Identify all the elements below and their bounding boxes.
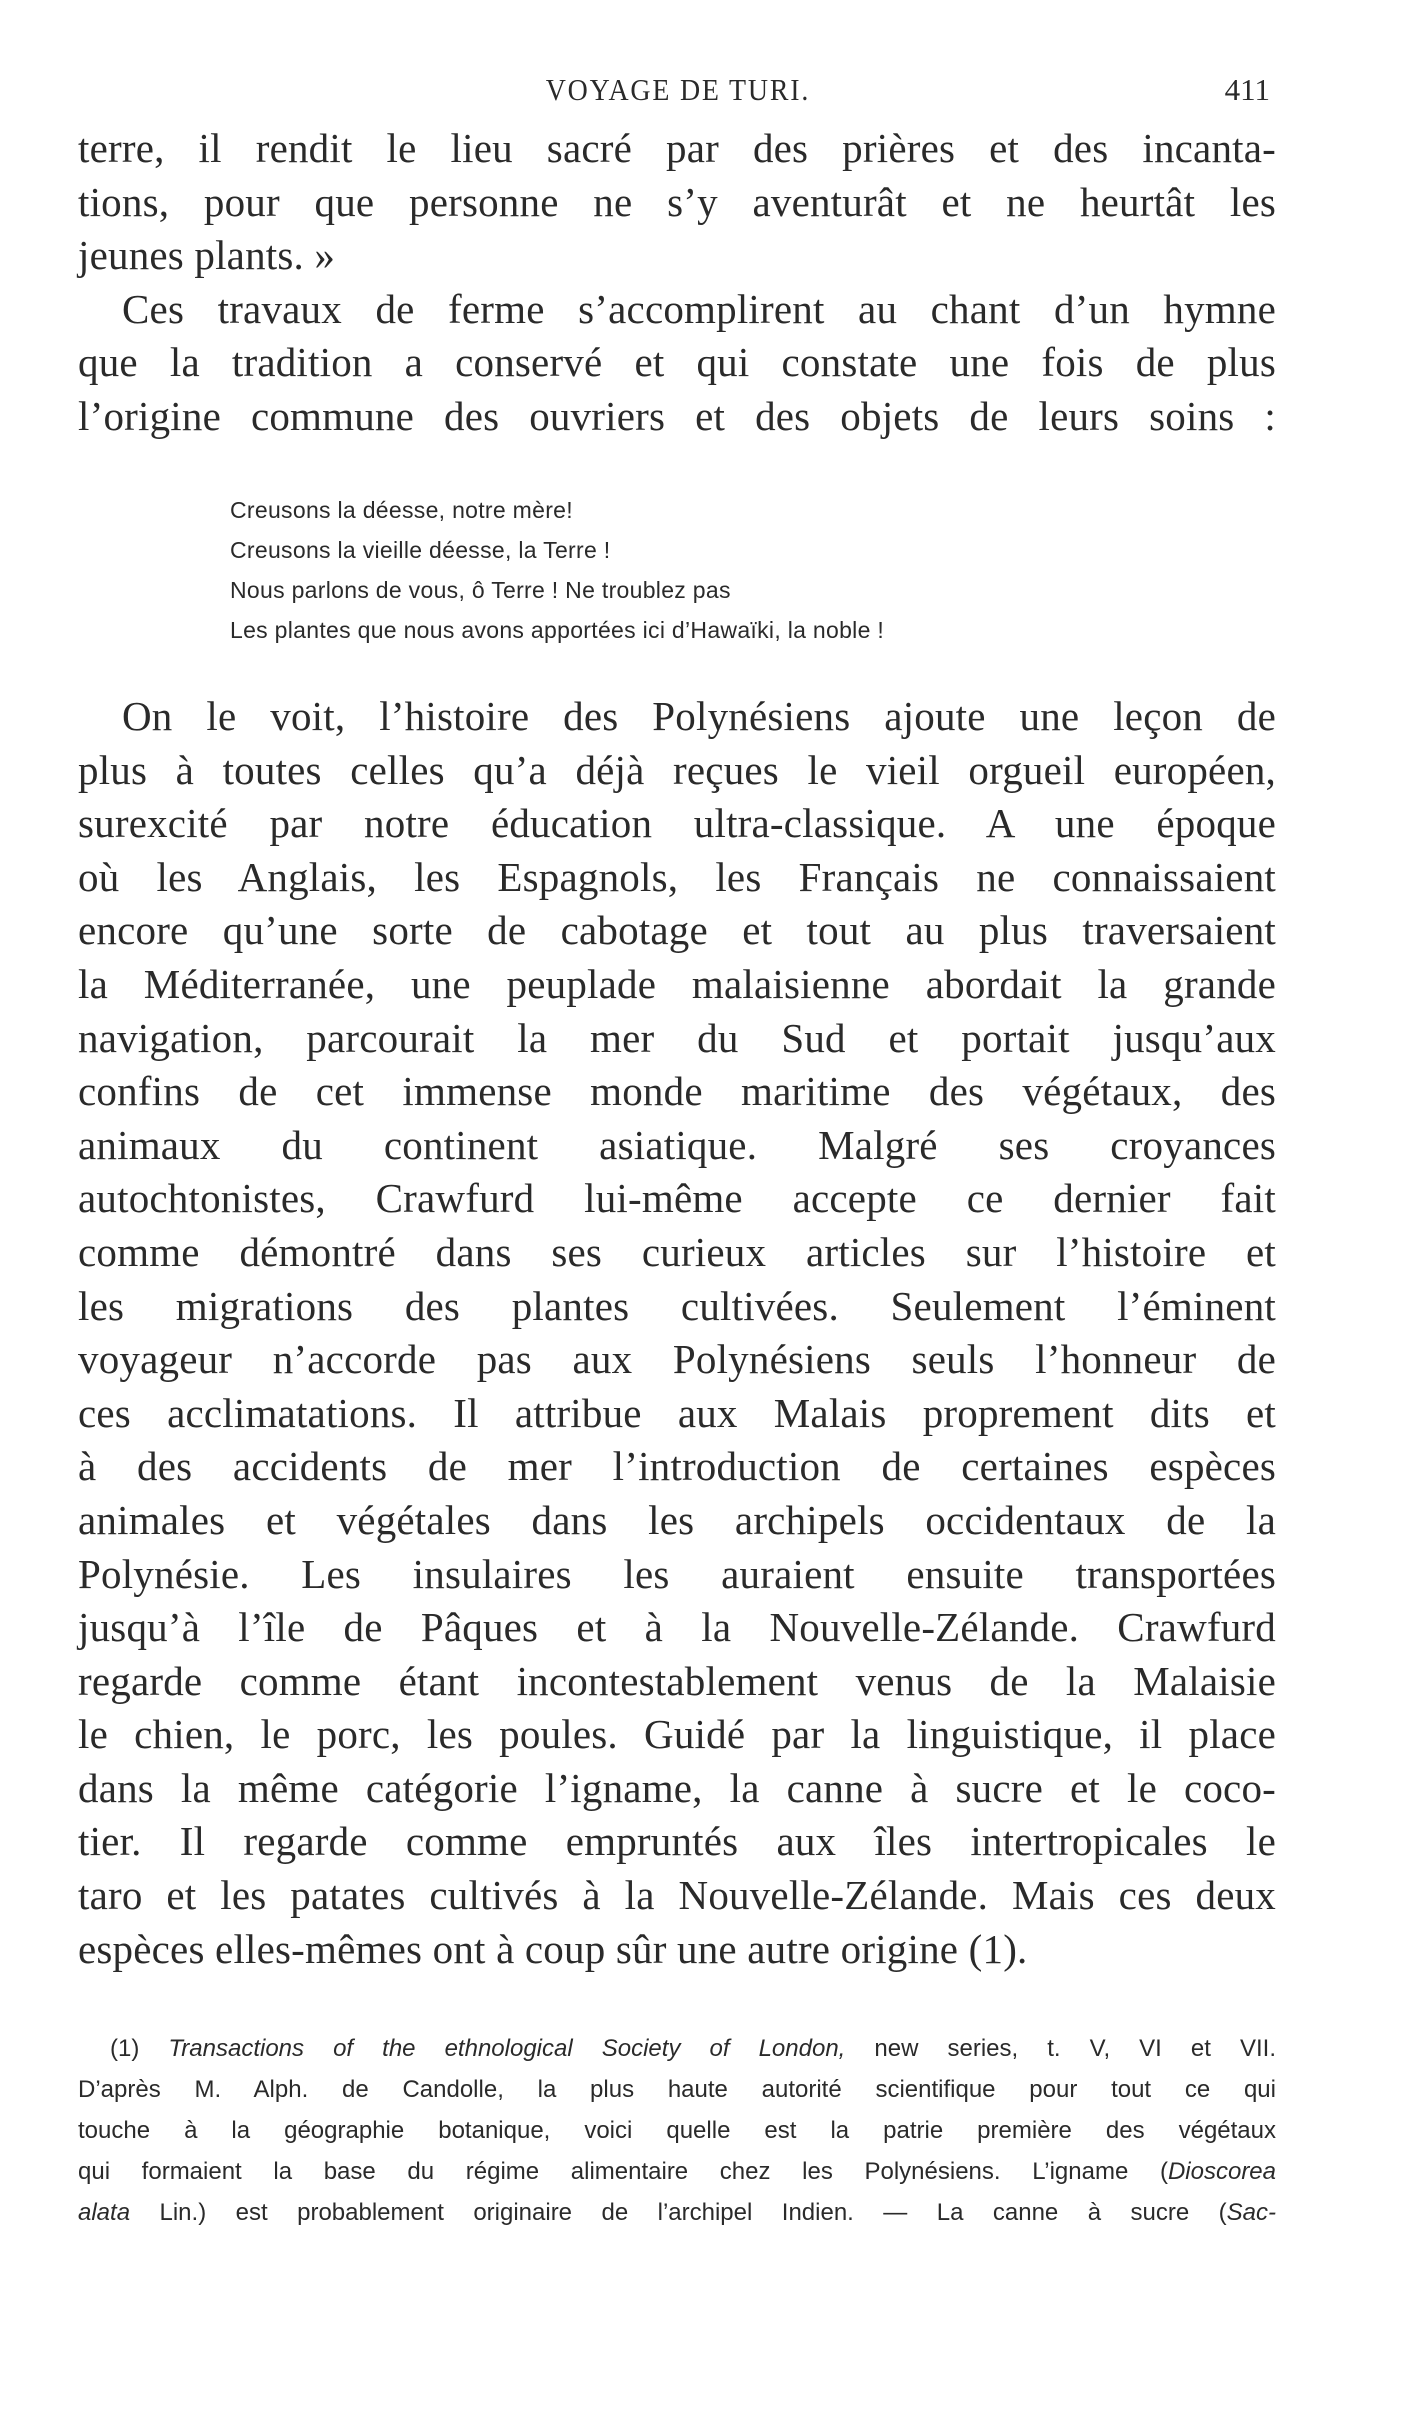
footnote-line: touche à la géographie botanique, voici quelle est la patrie première des végétaux bbox=[78, 2117, 1276, 2144]
text-line: Polynésie. Les insulaires les auraient ensuite transportées bbox=[78, 1550, 1276, 1597]
footnote bbox=[78, 2028, 1276, 2233]
text-line: à des accidents de mer l’introduction de certaines espèces bbox=[78, 1443, 1276, 1490]
footnote-taxon: Sac- bbox=[1226, 2199, 1277, 2226]
text-line: navigation, parcourait la mer du Sud et portait jusqu’aux bbox=[78, 1014, 1276, 1061]
text-line: autochtonistes, Crawfurd lui-même accepte ce dernier fait bbox=[78, 1175, 1276, 1222]
footnote-line: D’après M. Alph. de Candolle, la plus haute autorité scientifique pour tout ce qui bbox=[78, 2076, 1276, 2103]
text-line: terre, il rendit le lieu sacré par des prières et des incanta- bbox=[78, 125, 1276, 171]
footnote-text: new series, t. V, VI et VII. bbox=[874, 2035, 1276, 2062]
text-line: l’origine commune des ouvriers et des objets de leurs soins : bbox=[78, 392, 1276, 439]
footnote-text: Lin.) est probablement originaire de l’archipel Indien. — La canne à sucre ( bbox=[159, 2199, 1227, 2226]
footnote-marker: (1) bbox=[110, 2035, 140, 2062]
verse-line: Creusons la vieille déesse, la Terre ! bbox=[230, 537, 611, 563]
paragraph-2 bbox=[78, 690, 1276, 1976]
text-line: plus à toutes celles qu’a déjà reçues le vieil orgueil européen, bbox=[78, 746, 1276, 793]
text-line: encore qu’une sorte de cabotage et tout au plus traversaient bbox=[78, 907, 1276, 954]
text-line: les migrations des plantes cultivées. Seulement l’éminent bbox=[78, 1282, 1276, 1329]
page-number: 411 bbox=[1224, 72, 1270, 107]
footnote-line bbox=[78, 2028, 1276, 2069]
verse-line: Nous parlons de vous, ô Terre ! Ne troublez pas bbox=[230, 577, 731, 603]
paragraph-1 bbox=[78, 122, 1276, 444]
text-line: espèces elles-mêmes ont à coup sûr une autre origine (1). bbox=[78, 1925, 1028, 1972]
text-line: jusqu’à l’île de Pâques et à la Nouvelle-Zélande. Crawfurd bbox=[78, 1604, 1276, 1651]
text-line: ces acclimatations. Il attribue aux Malais proprement dits et bbox=[78, 1389, 1276, 1436]
footnote-taxon: Dioscorea bbox=[1167, 2158, 1276, 2185]
footnote-line bbox=[78, 2151, 1276, 2192]
verse-line: Les plantes que nous avons apportées ici d’Hawaïki, la noble ! bbox=[230, 617, 885, 643]
hymn-verse bbox=[230, 490, 884, 650]
running-title: VOYAGE DE TURI. bbox=[545, 72, 811, 107]
text-line: le chien, le porc, les poules. Guidé par la linguistique, il place bbox=[78, 1711, 1276, 1758]
text-line: la Méditerranée, une peuplade malaisienne abordait la grande bbox=[78, 960, 1276, 1007]
running-head bbox=[78, 72, 1276, 122]
text-line: que la tradition a conservé et qui constate une fois de plus bbox=[78, 339, 1276, 386]
text-line: tions, pour que personne ne s’y aventurât et ne heurtât les bbox=[78, 178, 1276, 225]
text-line: animales et végétales dans les archipels occidentaux de la bbox=[78, 1496, 1276, 1543]
text-line: jeunes plants. » bbox=[78, 232, 336, 279]
verse-line: Creusons la déesse, notre mère! bbox=[230, 497, 573, 523]
footnote-citation: Transactions of the ethnological Society of London, bbox=[168, 2035, 846, 2062]
text-line: regarde comme étant incontestablement venus de la Malaisie bbox=[78, 1657, 1276, 1704]
footnote-line bbox=[78, 2192, 1276, 2233]
text-line: taro et les patates cultivés à la Nouvelle-Zélande. Mais ces deux bbox=[78, 1872, 1276, 1919]
text-line: dans la même catégorie l’igname, la canne à sucre et le coco- bbox=[78, 1764, 1276, 1811]
text-line: voyageur n’accorde pas aux Polynésiens seuls l’honneur de bbox=[78, 1336, 1276, 1383]
text-line: comme démontré dans ses curieux articles sur l’histoire et bbox=[78, 1228, 1276, 1275]
text-line: Ces travaux de ferme s’accomplirent au chant d’un hymne bbox=[122, 285, 1276, 332]
text-line: tier. Il regarde comme empruntés aux îles intertropicales le bbox=[78, 1818, 1276, 1865]
footnote-taxon: alata bbox=[78, 2199, 131, 2226]
text-line: On le voit, l’histoire des Polynésiens ajoute une leçon de bbox=[122, 693, 1276, 739]
text-line: surexcité par notre éducation ultra-classique. A une époque bbox=[78, 800, 1276, 847]
text-line: animaux du continent asiatique. Malgré ses croyances bbox=[78, 1121, 1276, 1168]
footnote-text: qui formaient la base du régime alimentaire chez les Polynésiens. L’igname ( bbox=[78, 2158, 1168, 2185]
text-line: où les Anglais, les Espagnols, les Français ne connaissaient bbox=[78, 853, 1276, 900]
text-line: confins de cet immense monde maritime des végétaux, des bbox=[78, 1068, 1276, 1115]
